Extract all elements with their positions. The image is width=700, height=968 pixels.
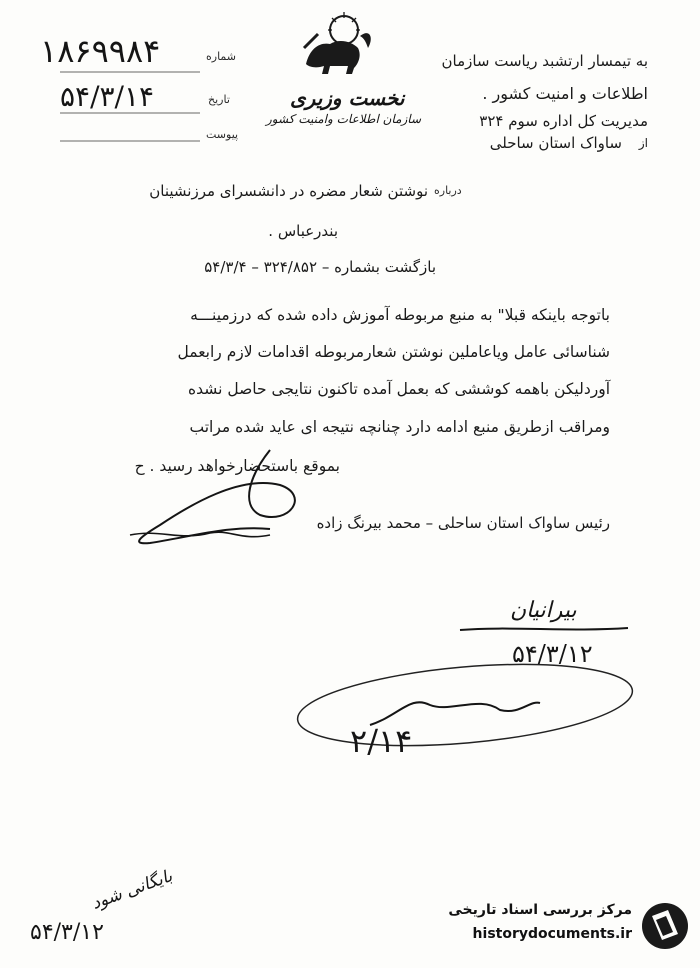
number-label: شماره [206,50,237,63]
emblem-caption: نخست وزیری [290,86,405,110]
addressee-line-1: به تیمسار ارتشبد ریاست سازمان [441,52,648,70]
emblem-subcaption: سازمان اطلاعات وامنیت کشور [266,112,421,126]
date-value: ۵۴/۳/۱۴ [60,80,155,113]
signature-title: رئیس ساواک استان ساحلی – محمد بیرنگ زاده [316,514,610,532]
body-line-5: بموقع باستحضارخواهد رسید . ح [134,457,340,475]
subject-line-2: بندرعباس . [268,222,338,240]
body-line-3: آوردلیکن باهمه کوششی که بعمل آمده تاکنون نتایجی حاصل نشده [188,380,610,398]
annotation-date-1: ۵۴/۳/۱۲ [512,640,593,668]
footer-website: historydocuments.ir [472,926,632,942]
book-logo-icon [640,900,690,952]
attachment-label: پیوست [206,128,239,141]
annotation-note-1: بیرانیان [510,598,577,623]
number-value: ۱۸۶۹۹۸۴ [40,32,161,70]
addressee-line-3: مدیریت کل اداره سوم ۳۲۴ [479,112,648,130]
subject-label: درباره [434,184,462,197]
addressee-line-2: اطلاعات و امنیت کشور . [482,84,648,103]
footer-center-name: مرکز بررسی اسناد تاریخی [448,902,632,918]
body-line-4: ومراقب ازطریق منبع ادامه دارد چنانچه نتیجه ای عاید شده مراتب [189,418,610,436]
addressee-line-4: ساواک استان ساحلی [489,134,622,152]
footer-watermark [432,898,692,958]
header-rule-lines [60,0,210,150]
date-label: تاریخ [208,93,230,106]
subject-line-1: نوشتن شعار مضره در دانشسرای مرزنشینان [149,182,428,200]
reference-line: بازگشت بشماره – ۳۲۴/۸۵۲ – ۵۴/۳/۴ [204,258,436,276]
bottom-note: بایگانی شود [89,866,176,914]
signature-scribble [120,445,320,565]
annotation-fraction: ۲/۱۴ [350,722,413,760]
annotation-underline [460,620,630,640]
body-line-2: شناسائی عامل ویاعاملین نوشتن شعارمربوطه اقدامات لازم رابعمل [177,343,610,361]
body-line-1: باتوجه باینکه قبلا" به منبع مربوطه آموزش داده شده که درزمینـــه [190,306,610,324]
annotation-oval [290,655,640,755]
bottom-date: ۵۴/۳/۱۲ [30,920,104,945]
lion-and-sun-emblem-icon [296,8,376,78]
addressee-line-4-prefix: از [638,136,648,150]
